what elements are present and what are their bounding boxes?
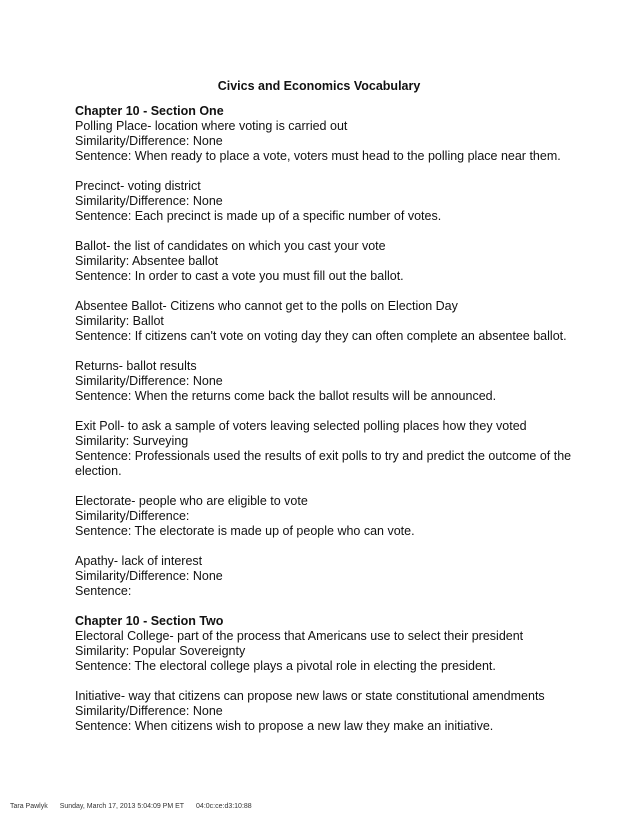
vocab-term: Electoral College- part of the process that Americans use to select their president [75,629,524,643]
vocab-entry-absentee-ballot [75,299,595,344]
vocab-term: Precinct- voting district [75,179,201,193]
vocab-similarity: Similarity/Difference: None [75,569,223,583]
vocab-term: Apathy- lack of interest [75,554,203,568]
vocab-entry-ballot [75,239,595,284]
vocab-entry-apathy [75,554,595,599]
vocab-sentence: Sentence: When the returns come back the ballot results will be announced. [75,389,497,403]
vocab-sentence: Sentence: The electorate is made up of people who can vote. [75,524,415,538]
print-footer [10,803,262,810]
vocab-sentence: Sentence: [75,584,132,598]
vocab-similarity: Similarity: Surveying [75,434,189,448]
vocab-sentence: Sentence: The electoral college plays a pivotal role in electing the president. [75,659,496,673]
vocab-similarity: Similarity/Difference: None [75,134,223,148]
footer-code: 04:0c:ce:d3:10:88 [196,803,252,810]
vocab-sentence: Sentence: If citizens can't vote on voting day they can often complete an absentee ballot. [75,329,567,343]
vocab-similarity: Similarity/Difference: None [75,194,223,208]
vocab-similarity: Similarity: Absentee ballot [75,254,219,268]
vocab-similarity: Similarity/Difference: None [75,374,223,388]
vocab-similarity: Similarity: Ballot [75,314,164,328]
document-title: Civics and Economics Vocabulary [217,79,421,93]
vocab-sentence: Sentence: When ready to place a vote, voters must head to the polling place near them. [75,149,561,163]
vocab-term: Electorate- people who are eligible to vote [75,494,308,508]
vocab-entry-returns [75,359,595,404]
vocab-similarity: Similarity: Popular Sovereignty [75,644,246,658]
section-heading-two: Chapter 10 - Section Two [75,614,224,628]
vocab-term: Polling Place- location where voting is carried out [75,119,348,133]
vocab-similarity: Similarity/Difference: None [75,704,223,718]
vocab-entry-exit-poll [75,419,595,479]
vocab-entry-electorate [75,494,595,539]
footer-author: Tara Pawlyk [10,803,48,810]
vocab-term: Exit Poll- to ask a sample of voters leaving selected polling places how they voted [75,419,527,433]
vocab-entry-precinct [75,179,595,224]
vocab-term: Absentee Ballot- Citizens who cannot get to the polls on Election Day [75,299,458,313]
section-heading-one: Chapter 10 - Section One [75,104,224,118]
vocab-entry-polling-place [75,119,595,164]
vocabulary-content [75,104,595,749]
vocab-sentence: Sentence: Professionals used the results of exit polls to try and predict the outcome of the election. [75,449,572,478]
vocab-sentence: Sentence: When citizens wish to propose a new law they make an initiative. [75,719,494,733]
footer-timestamp: Sunday, March 17, 2013 5:04:09 PM ET [59,803,185,810]
vocab-term: Returns- ballot results [75,359,197,373]
vocab-term: Ballot- the list of candidates on which you cast your vote [75,239,386,253]
vocab-entry-electoral-college [75,629,595,674]
vocab-sentence: Sentence: Each precinct is made up of a specific number of votes. [75,209,442,223]
vocab-similarity: Similarity/Difference: [75,509,190,523]
vocab-entry-initiative [75,689,595,734]
vocab-sentence: Sentence: In order to cast a vote you must fill out the ballot. [75,269,404,283]
vocab-term: Initiative- way that citizens can propose new laws or state constitutional amendments [75,689,545,703]
